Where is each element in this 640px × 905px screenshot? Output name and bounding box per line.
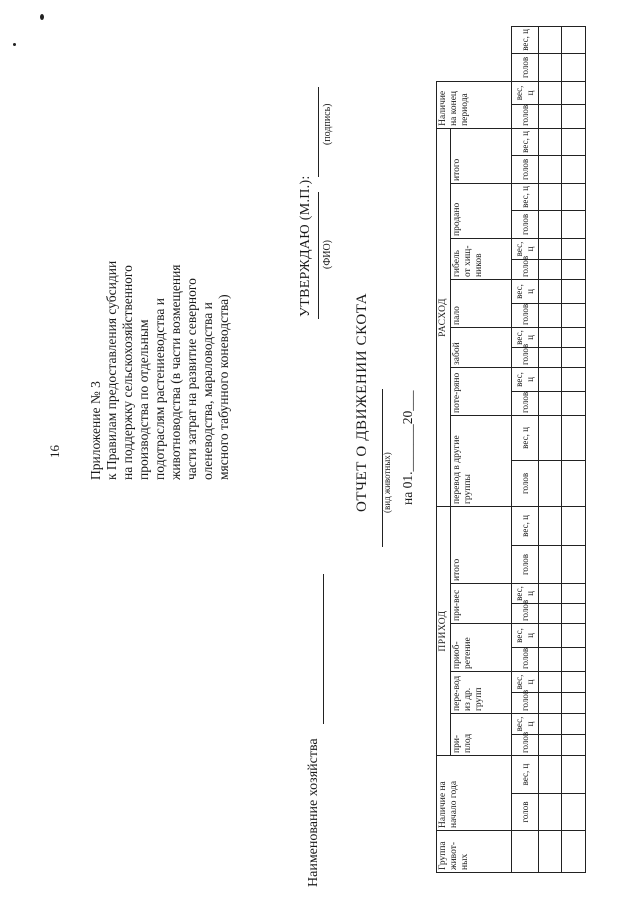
header-income-col: пере-вод из др. групп	[451, 671, 512, 713]
table-cell[interactable]	[562, 26, 586, 53]
table-cell[interactable]	[562, 583, 586, 603]
subheader-heads: голов	[512, 303, 539, 327]
farm-name-label: Наименование хозяйства	[306, 738, 321, 887]
header-expense: РАСХОД	[437, 128, 451, 506]
table-cell[interactable]	[562, 259, 586, 279]
table-cell[interactable]	[562, 279, 586, 303]
header-income: ПРИХОД	[437, 506, 451, 755]
subheader-weight: вес, ц	[512, 128, 539, 155]
table-cell[interactable]	[539, 104, 562, 128]
table-cell[interactable]	[562, 460, 586, 506]
appendix-block	[88, 180, 232, 480]
header-expense-col: перевод в другие группы	[451, 415, 512, 506]
table-cell[interactable]	[539, 210, 562, 238]
table-cell[interactable]	[539, 623, 562, 647]
header-expense-col: итого	[451, 128, 512, 183]
table-cell[interactable]	[562, 53, 586, 81]
table-cell[interactable]	[539, 671, 562, 692]
table-cell[interactable]	[562, 623, 586, 647]
header-income-col: приоб-ретение	[451, 623, 512, 671]
subheader-weight: вес, ц	[512, 183, 539, 210]
subheader-weight: вес, ц	[512, 583, 539, 603]
table-cell[interactable]	[539, 26, 562, 53]
table-cell[interactable]	[562, 647, 586, 671]
livestock-movement-table	[436, 26, 586, 873]
table-cell[interactable]	[562, 347, 586, 367]
appendix-line: части затрат на развитие северного	[184, 278, 199, 480]
table-cell[interactable]	[539, 734, 562, 755]
subheader-heads: голов	[512, 545, 539, 583]
header-end: Наличие на конец периода	[437, 81, 512, 128]
table-cell[interactable]	[539, 692, 562, 713]
subheader-weight: вес, ц	[512, 415, 539, 460]
table-cell[interactable]	[539, 303, 562, 327]
table-cell[interactable]	[562, 671, 586, 692]
table-cell[interactable]	[539, 367, 562, 391]
table-cell[interactable]	[562, 303, 586, 327]
subheader-weight: вес, ц	[512, 755, 539, 793]
header-expense-col: пало	[451, 279, 512, 327]
table-cell[interactable]	[562, 506, 586, 545]
appendix-line: мясного табунного коневодства)	[216, 294, 231, 480]
subheader-heads: голов	[512, 155, 539, 183]
table-row	[562, 26, 586, 872]
table-cell[interactable]	[539, 713, 562, 734]
header-start: Наличие на начало года	[437, 755, 512, 830]
subheader-heads: голов	[512, 734, 539, 755]
table-cell[interactable]	[539, 755, 562, 793]
table-cell[interactable]	[562, 367, 586, 391]
subheader-weight: вес, ц	[512, 367, 539, 391]
table-cell[interactable]	[539, 238, 562, 259]
subheader-heads: голов	[512, 603, 539, 623]
table-row	[539, 26, 562, 872]
table-cell[interactable]	[562, 391, 586, 415]
date-day-blank: _______	[400, 424, 415, 472]
table-cell[interactable]	[539, 259, 562, 279]
table-cell[interactable]	[562, 183, 586, 210]
table-cell[interactable]	[562, 603, 586, 623]
appendix-line: оленеводства, мараловодства и	[200, 302, 215, 480]
table-cell[interactable]	[539, 460, 562, 506]
table-cell[interactable]	[539, 347, 562, 367]
report-title: ОТЧЕТ О ДВИЖЕНИИ СКОТА	[354, 292, 370, 512]
table-cell[interactable]	[539, 603, 562, 623]
table-cell[interactable]	[562, 81, 586, 104]
table-cell[interactable]	[539, 391, 562, 415]
subheader-heads: голов	[512, 210, 539, 238]
fio-line	[318, 192, 319, 319]
date-year-blank: ___	[400, 390, 415, 411]
report-date	[400, 391, 416, 505]
animal-kind-caption: (вид животных)	[382, 452, 392, 513]
header-expense-col: забой	[451, 327, 512, 367]
table-cell[interactable]	[562, 104, 586, 128]
table-cell[interactable]	[539, 794, 562, 831]
table-cell[interactable]	[562, 831, 586, 873]
date-year-mid: 20	[400, 410, 415, 425]
appendix-line: производства по отдельным	[136, 319, 151, 480]
table-cell[interactable]	[539, 327, 562, 347]
header-expense-col: продано	[451, 183, 512, 238]
table-cell[interactable]	[562, 713, 586, 734]
fio-caption: (ФИО)	[322, 239, 333, 269]
table-cell[interactable]	[539, 506, 562, 545]
table-cell[interactable]	[539, 279, 562, 303]
subheader-weight: вес, ц	[512, 713, 539, 734]
table-cell[interactable]	[562, 327, 586, 347]
table-cell[interactable]	[539, 81, 562, 104]
subheader-heads: голов	[512, 692, 539, 713]
subheader-weight: вес, ц	[512, 238, 539, 259]
subheader-heads: голов	[512, 259, 539, 279]
page-number: 16	[47, 445, 62, 458]
subheader-heads: голов	[512, 647, 539, 671]
table-cell[interactable]	[562, 755, 586, 793]
table-cell[interactable]	[562, 128, 586, 155]
table-cell[interactable]	[539, 155, 562, 183]
signature-caption: (подпись)	[322, 103, 333, 145]
subheader-weight: вес, ц	[512, 506, 539, 545]
appendix-line: животноводства (в части возмещения	[168, 264, 183, 480]
signature-line	[318, 87, 319, 177]
table-cell[interactable]	[562, 794, 586, 831]
table-cell[interactable]	[539, 831, 562, 873]
appendix-line: на поддержку сельскохозяйственного	[120, 265, 135, 480]
table-cell[interactable]	[562, 210, 586, 238]
appendix-line: к Правилам предоставления субсидии	[104, 260, 119, 480]
subheader-weight: вес, ц	[512, 671, 539, 692]
header-income-col: итого	[451, 506, 512, 583]
subheader-weight: вес, ц	[512, 327, 539, 347]
subheader-heads: голов	[512, 104, 539, 128]
table-cell[interactable]	[562, 238, 586, 259]
header-income-col: при-вес	[451, 583, 512, 623]
table-cell[interactable]	[562, 734, 586, 755]
table-cell[interactable]	[562, 692, 586, 713]
table-cell[interactable]	[539, 183, 562, 210]
table-cell[interactable]	[539, 415, 562, 460]
table-cell[interactable]	[562, 415, 586, 460]
header-group: Группа живот-ных	[437, 831, 512, 873]
approve-label: УТВЕРЖДАЮ (М.П.):	[298, 175, 313, 317]
table-cell[interactable]	[539, 583, 562, 603]
date-prefix: на 01.	[400, 471, 415, 505]
table-cell[interactable]	[539, 647, 562, 671]
subheader-heads: голов	[512, 53, 539, 81]
table-cell[interactable]	[539, 53, 562, 81]
header-expense-col: гибель от хищ-ников	[451, 238, 512, 279]
subheader-weight: вес, ц	[512, 26, 539, 53]
subheader-empty	[512, 831, 539, 873]
subheader-heads: голов	[512, 347, 539, 367]
subheader-weight: вес, ц	[512, 623, 539, 647]
table-cell[interactable]	[539, 545, 562, 583]
subheader-heads: голов	[512, 391, 539, 415]
farm-name-line	[323, 574, 324, 724]
table-cell[interactable]	[562, 155, 586, 183]
subheader-heads: голов	[512, 460, 539, 506]
subheader-heads: голов	[512, 794, 539, 831]
subheader-weight: вес, ц	[512, 279, 539, 303]
appendix-line: Приложение № 3	[88, 381, 103, 480]
table-cell[interactable]	[562, 545, 586, 583]
header-income-col: при-плод	[451, 713, 512, 755]
subheader-weight: вес, ц	[512, 81, 539, 104]
table-cell[interactable]	[539, 128, 562, 155]
header-expense-col: поте-ряно	[451, 367, 512, 415]
appendix-line: подотраслям растениеводства и	[152, 298, 167, 480]
